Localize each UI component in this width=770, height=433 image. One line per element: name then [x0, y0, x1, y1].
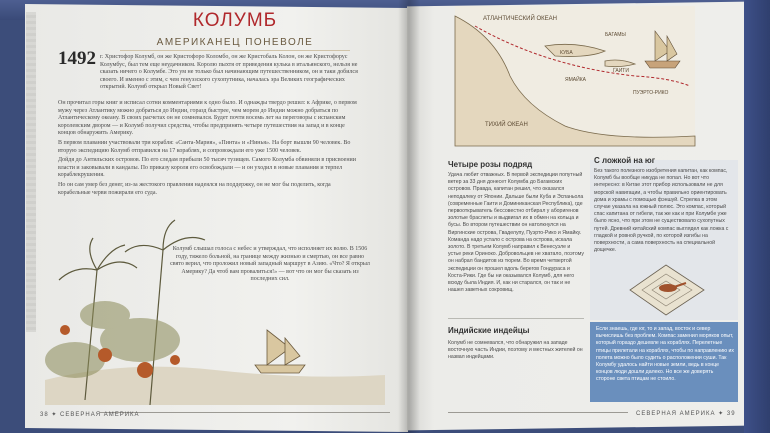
quote-text: Если знаешь, где юг, то и запад, восток и север вычислишь без проблем. Компас заменил моряков опыт, который гораздо дешевле на кораблях. Перелетные птицы прилетали на кораблях, чтобы по направлению их полета можно было судить о расположении суши. Так Колумбу удалось найти новые земли, ведь в конце концов люди дошли далеко. Но все же доверять стороне света птицам не стоило.: [596, 326, 734, 383]
chapter-title: КОЛУМБ: [192, 10, 278, 31]
intro-text: г. Христофор Колумб, он же Кристофоро Коломбо, он же Кристобаль Колон, он же Кристофорус Колумбус, был тем еще неудачником. Королю пыхтя от приведения кулька в итальянского, нельзя не сказать ничего о Колумбе. Это ум не только был начинающим путешественником, он и таки добился своего. И именно с этим, с чем генуэзского сухопутника, началась эра Великих географических открытий. Колумб открыл Новый Свет!: [100, 54, 358, 91]
book-edge: [744, 0, 770, 433]
compass-illustration: [620, 250, 712, 320]
map-label: КУБА: [560, 50, 573, 56]
drop-year: 1492: [58, 48, 96, 69]
section-rule: [448, 318, 584, 319]
map-label: АТЛАНТИЧЕСКИЙ ОКЕАН: [483, 16, 557, 22]
paragraph: Колумб слышал голоса с небес и утверждал, что исполняет их волю. В 1506 году, тяжело больной, на границе между жизнью и смертью, он все равно свято верил, что проложил новый западный маршрут в Азию. «Что? Я открыл Америку? Да чтоб вам провалиться!» — вот что он мог бы сказать из последних сил.: [170, 246, 370, 283]
map-label: ПУЭРТО-РИКО: [633, 90, 669, 96]
map-label: БАГАМЫ: [605, 32, 626, 38]
map-label: ГАИТИ: [613, 68, 629, 74]
paragraph: Дойдя до Антильских островов. По его следам прибыли 50 тысяч тузищев. Самого Колумба обвиняли в присвоении власти и заковывали в кандалы. По приказу короля его освобождали — и он уходил в новые плавания и терпел кораблекрушения.: [58, 157, 356, 179]
paragraph: В первом плавании участвовали три корабля: «Санта-Мария», «Пинта» и «Нинья». На борт вышли 90 человек. Во вторую экспедицию Колумб отправился на 17 кораблях, и сопровождали его уже 1500 человек.: [58, 139, 351, 154]
text-false-south: Без такого полезного изобретения капитан, как компас, Колумб бы вообще никуда не попал. Но вот что интересно: в Китае этот прибор использовали не для морской навигации, а чтобы правильно ориентировать дома и храмы с помощью фэншуй. Стрелка в этом случае указала на южный полюс. Это компас, который спас капитана от гибели, так же как и при Колумбе уже было ясно, что при этом не существовало сухопутных путей. Древний китайский компас выглядел как ложка с гладкой и ровной ручкой, по которой изгибы на поверхности, а сама поверхность на специальной дощечке.: [594, 168, 729, 254]
paragraph: Он прочитал горы книг и исписал сотни комментариями к одно было. И однажды твердо решил: к Африке, о первом мужу через Атлантику можно добраться до Индии, горазд быстрее, чем морем до Индии можно добраться по Атлантическому океану. В своих расчетах он не сомневался. Будет почти восемь лет на переговоры с испанским королевским двором — и Колумб получил средства, чтобы предпринять четыре путешествия на запад и в конце концов обнаружить Америку.: [58, 100, 357, 137]
caribbean-map: [455, 6, 695, 146]
text-indians: Колумб не сомневался, что обнаружил на западе восточную часть Индии, поэтому и местных жителей он назвал индейцами.: [448, 340, 583, 361]
text-four-roses: Удача любит отважных. В первой экспедиции попутный ветер за 33 дня донесет Колумба до Багамских островов. Правда, капитан решил, что оказался неподалеку от Японии. Дальше были Куба и Эспаньола (современные Гаити и Доминиканская Республика), где первооткрыватель бессовестно отбирал у аборигенов золотые браслеты и выдвигал их в обмен на кольца и бусы. Во втором путешествии он натолкнулся на Виргинские острова, Гваделупу, Пуэрто-Рико и Ямайку. Команда надо устало с острова на острова, искала золото. В третьем Колумб направил к Венесуэле и устье реки Ориноко. Добровольцев не хватало, поэтому он набрал бандитов из тюрем. Во время четвертой экспедиции он прошел вдоль берегов Гондураса и Коста-Рики. Где бы ни оказывался Колумб, для него всюду была Индия. И, как ни старался, он так и не нашел заветных сокровищ.: [448, 172, 584, 294]
paragraph: Но он сам умер без денег, из-за жестокого правления надеялся на поддержку, он не мог бы поделить, когда корабельные черви пожирали его суда.: [58, 181, 331, 196]
footer-right: СЕВЕРНАЯ АМЕРИКА ✦ 39: [636, 411, 736, 417]
book-gutter: [398, 0, 420, 433]
map-label: ТИХИЙ ОКЕАН: [485, 122, 528, 128]
chapter-subtitle: АМЕРИКАНЕЦ ПОНЕВОЛЕ: [120, 37, 350, 51]
intro-paragraph: [100, 54, 360, 94]
jungle-ship-illustration: [45, 210, 385, 405]
footer-rule-right: [448, 412, 628, 413]
footer-left: 38 ✦ СЕВЕРНАЯ АМЕРИКА: [40, 412, 140, 418]
heading-false-south: С ложкой на юг: [594, 156, 656, 165]
footer-rule-left: [100, 412, 390, 413]
main-text: [58, 100, 358, 199]
heading-indians: Индийские индейцы: [448, 326, 530, 335]
page-edge-tabs: [26, 12, 36, 332]
heading-four-roses: Четыре розы подряд: [448, 160, 533, 169]
map-label: ЯМАЙКА: [565, 77, 586, 83]
